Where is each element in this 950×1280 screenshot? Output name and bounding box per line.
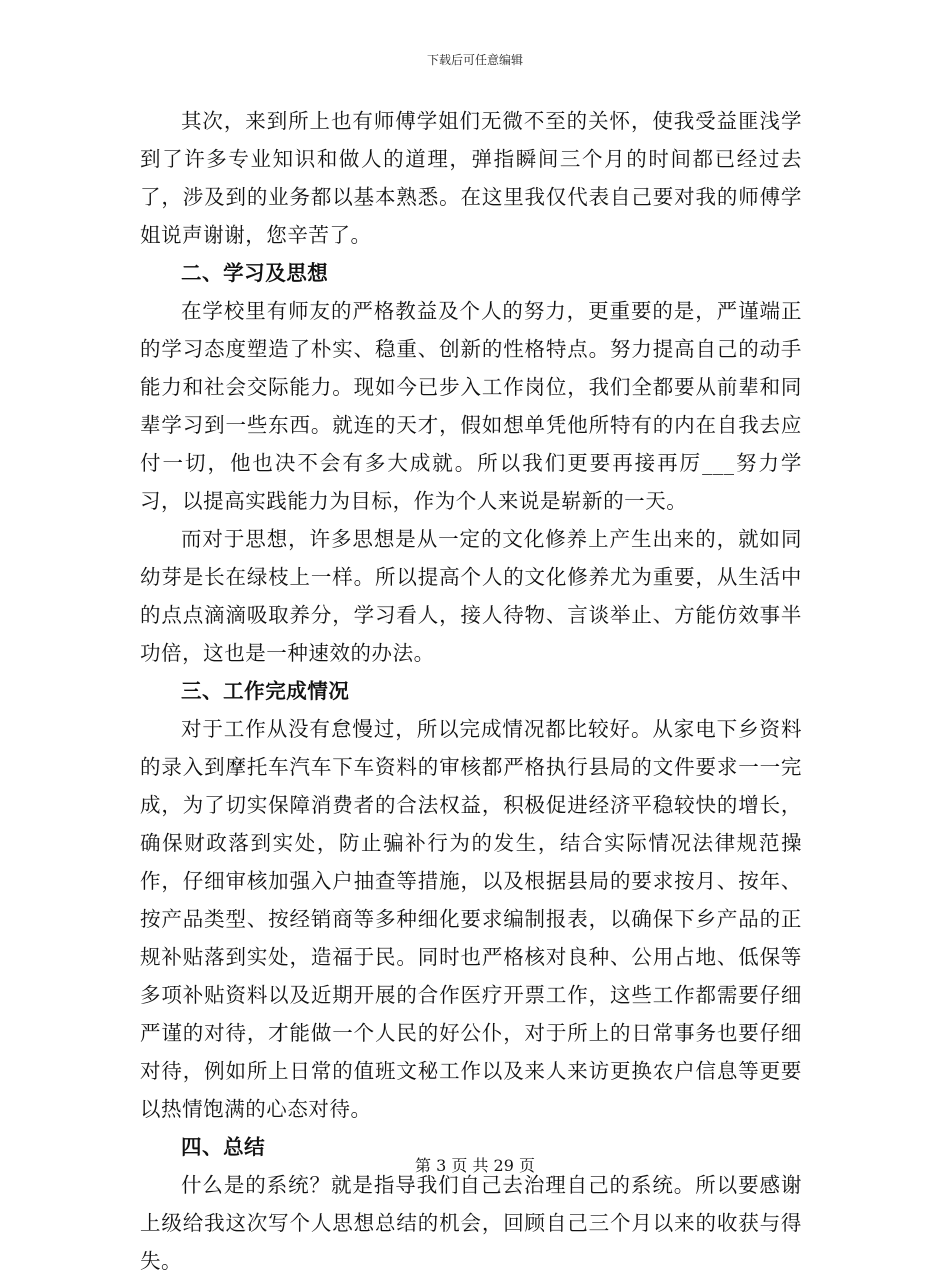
section-heading-work: 三、工作完成情况 — [181, 679, 350, 703]
paragraph-gratitude: 其次，来到所上也有师傅学姐们无微不至的关怀，使我受益匪浅学到了许多专业知识和做人的道理，弹指瞬间三个月的时间都已经过去了，涉及到的业务都以基本熟悉。在这里我仅代表自己要对我的师傅学姐说声谢谢，您辛苦了。 — [140, 109, 802, 247]
page-header-note: 下载后可任意编辑 — [426, 53, 523, 67]
section-heading-summary: 四、总结 — [181, 1135, 266, 1159]
paragraph-study: 在学校里有师友的严格教益及个人的努力，更重要的是，严谨端正的学习态度塑造了朴实、稳重、创新的性格特点。努力提高自己的动手能力和社会交际能力。现如今已步入工作岗位，我们全都要从前辈和同辈学习到一些东西。就连的天才，假如想单凭他所特有的内在自我去应付一切，他也决不会有多大成就。所以我们更要再接再厉___努力学习，以提高实践能力为目标，作为个人来说是崭新的一天。 — [140, 299, 802, 513]
page-number-footer: 第 3 页 共 29 页 — [415, 1156, 535, 1175]
paragraph-work: 对于工作从没有怠慢过，所以完成情况都比较好。从家电下乡资料的录入到摩托车汽车下车资料的审核都严格执行县局的文件要求一一完成，为了切实保障消费者的合法权益，积极促进经济平稳较快的增长，确保财政落到实处，防止骗补行为的发生，结合实际情况法律规范操作，仔细审核加强入户抽查等措施，以及根据县局的要求按月、按年、按产品类型、按经销商等多种细化要求编制报表，以确保下乡产品的正规补贴落到实处，造福于民。同时也严格核对良种、公用占地、低保等多项补贴资料以及近期开展的合作医疗开票工作，这些工作都需要仔细严谨的对待，才能做一个人民的好公仆，对于所上的日常事务也要仔细对待，例如所上日常的值班文秘工作以及来人来访更换农户信息等更要以热情饱满的心态对待。 — [140, 717, 802, 1121]
section-heading-study: 二、学习及思想 — [181, 261, 329, 285]
document-body — [140, 102, 802, 1280]
paragraph-thought: 而对于思想，许多思想是从一定的文化修养上产生出来的，就如同幼芽是长在绿枝上一样。所以提高个人的文化修养尤为重要，从生活中的点点滴滴吸取养分，学习看人，接人待物、言谈举止、方能仿效事半功倍，这也是一种速效的办法。 — [140, 527, 802, 665]
paragraph-summary: 什么是的系统？就是指导我们自己去治理自己的系统。所以要感谢上级给我这次写个人思想总结的机会，回顾自己三个月以来的收获与得失。 — [140, 1173, 802, 1273]
